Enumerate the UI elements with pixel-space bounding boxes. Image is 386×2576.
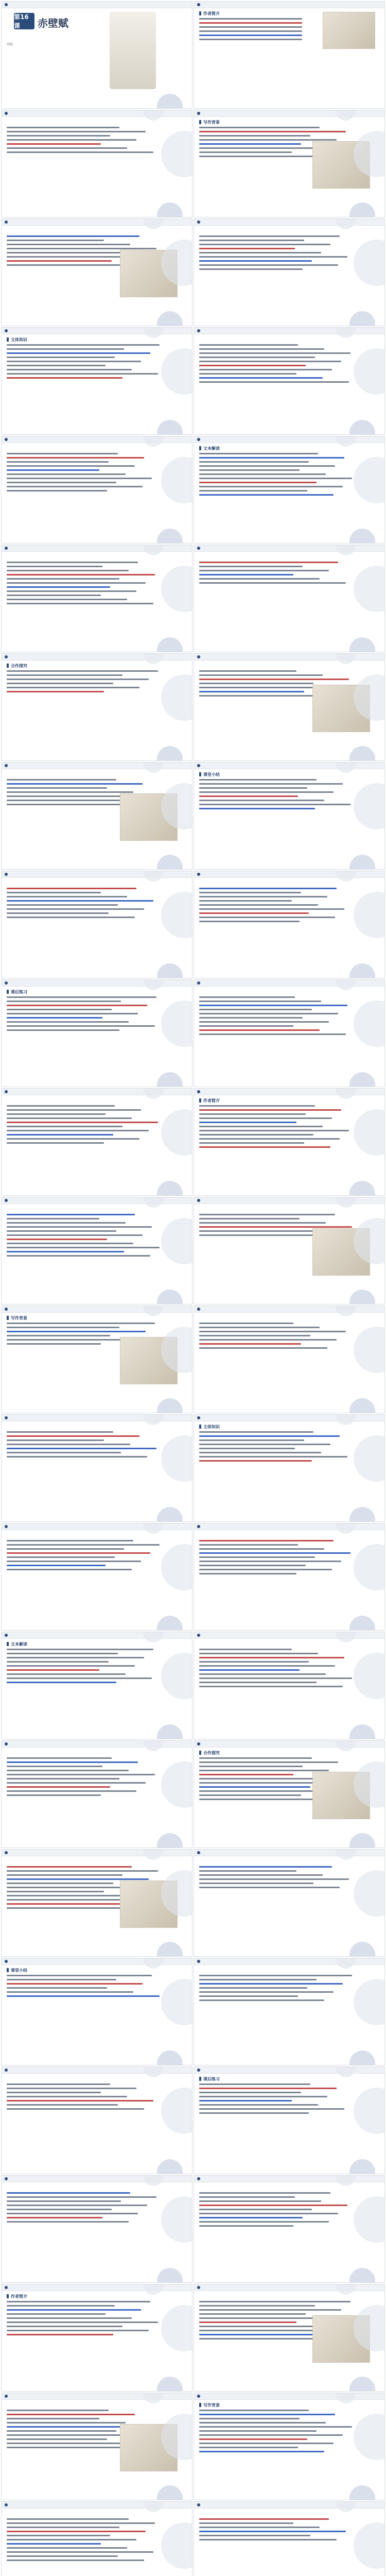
content-slide (1, 1088, 192, 1196)
decor-circle (161, 1435, 192, 1482)
decor-circle (143, 762, 164, 773)
slide-text-block (199, 996, 354, 1038)
slide-text-block (7, 996, 161, 1033)
decor-circle (143, 1740, 164, 1751)
slide-heading: 课堂小结 (7, 1968, 27, 1973)
decor-circle (349, 1072, 375, 1087)
decor-circle (349, 1290, 375, 1304)
brand-dot-icon (5, 1851, 8, 1854)
content-slide (1, 1958, 192, 2065)
content-slide (1, 1306, 192, 1413)
decor-circle (161, 1653, 192, 1699)
brand-dot-icon (5, 1960, 8, 1963)
content-slide (1, 545, 192, 652)
content-slide (1, 2066, 192, 2174)
decor-circle (161, 1001, 192, 1047)
slide-text-block (7, 1105, 161, 1146)
lesson-badge: 第16课 (14, 13, 34, 29)
decor-circle (349, 311, 375, 326)
brand-dot-icon (5, 1742, 8, 1745)
content-slide (1, 1632, 192, 1739)
content-slide (1, 653, 192, 761)
content-slide (1, 1523, 192, 1631)
content-slide (1, 871, 192, 978)
slide-text-block (199, 235, 354, 273)
decor-circle (143, 1414, 164, 1425)
decor-circle (143, 2175, 164, 2186)
content-slide (1, 1197, 192, 1304)
content-slide (194, 1958, 385, 2065)
content-slide (194, 1849, 385, 1957)
brand-dot-icon (197, 2177, 200, 2180)
decor-circle (157, 1398, 183, 1413)
slide-text-block (199, 2192, 354, 2229)
brand-dot-icon (5, 2286, 8, 2289)
content-slide (194, 545, 385, 652)
slide-text-block (7, 1214, 161, 1259)
decor-circle (349, 529, 375, 544)
content-slide (194, 110, 385, 217)
decor-circle (143, 2284, 164, 2295)
slide-heading: 文体知识 (199, 1424, 220, 1430)
content-slide (1, 110, 192, 217)
slide-heading: 文体知识 (7, 337, 27, 343)
decor-circle (143, 327, 164, 338)
slide-text-block (199, 2518, 354, 2543)
decor-circle (157, 2377, 183, 2392)
slide-2 (194, 1, 385, 109)
brand-dot-icon (5, 2177, 8, 2180)
content-slide (194, 979, 385, 1087)
content-slide (194, 1523, 385, 1631)
content-slide (194, 1414, 385, 1522)
slide-text-block (7, 888, 161, 921)
decor-circle (143, 1958, 164, 1969)
decor-circle (354, 2088, 385, 2134)
decor-circle (157, 1833, 183, 1848)
decor-circle (157, 1616, 183, 1631)
decor-circle (336, 979, 356, 990)
brand-dot-icon (5, 1199, 8, 1202)
decor-circle (161, 2522, 192, 2569)
decor-circle (354, 1109, 385, 1156)
decor-circle (161, 2305, 192, 2351)
decor-circle (349, 2050, 375, 2065)
decor-circle (336, 871, 356, 882)
decor-circle (161, 2196, 192, 2243)
slide-heading: 写作背景 (199, 2402, 220, 2408)
decor-circle (354, 2414, 385, 2460)
brand-dot-icon (5, 1090, 8, 1093)
lesson-author: 苏轼 (7, 43, 13, 46)
decor-circle (336, 1849, 356, 1860)
decor-circle (157, 855, 183, 870)
decor-circle (157, 1290, 183, 1304)
slide-text-block (7, 453, 161, 494)
content-slide (194, 2501, 385, 2576)
slide-heading: 课后练习 (199, 2076, 220, 2082)
slide-heading: 作者简介 (199, 11, 220, 16)
decor-circle (336, 1088, 356, 1099)
brand-dot-icon (197, 438, 200, 441)
slide-heading: 作者简介 (199, 1098, 220, 1104)
slide-text-block (7, 670, 161, 695)
content-slide (194, 762, 385, 870)
brand-dot-icon (5, 2395, 8, 2398)
decor-circle (157, 311, 183, 326)
brand-dot-icon (5, 2503, 8, 2506)
brand-dot-icon (197, 655, 200, 658)
decor-circle (157, 2050, 183, 2065)
decor-circle (161, 1218, 192, 1264)
brand-dot-icon (197, 329, 200, 332)
decor-circle (336, 218, 356, 229)
decor-circle (349, 1724, 375, 1739)
slide-text-block (7, 127, 161, 156)
decor-circle (161, 1761, 192, 1808)
decor-circle (157, 1072, 183, 1087)
decor-circle (157, 746, 183, 761)
content-slide (194, 653, 385, 761)
decor-circle (161, 457, 192, 503)
decor-circle (161, 1979, 192, 2025)
title-slide (1, 1, 192, 109)
decor-circle (336, 1197, 356, 1208)
decor-circle (354, 892, 385, 938)
decor-circle (354, 1979, 385, 2025)
slide-text-block (199, 1323, 354, 1351)
slide-text-block (199, 2410, 354, 2455)
decor-circle (349, 855, 375, 870)
decor-circle (143, 1523, 164, 1534)
decor-circle (143, 1306, 164, 1316)
brand-dot-icon (197, 2503, 200, 2506)
brand-dot-icon (5, 1525, 8, 1528)
content-slide (194, 1197, 385, 1304)
decor-circle (157, 529, 183, 544)
slide-text-block (199, 779, 354, 812)
decor-circle (161, 566, 192, 612)
slide-text-block (199, 1975, 354, 2004)
slide-heading: 合作探究 (7, 663, 27, 669)
decor-circle (143, 218, 164, 229)
content-slide (194, 2066, 385, 2174)
slide-text-block (7, 1540, 161, 1573)
content-slide (1, 218, 192, 326)
decor-circle (336, 1958, 356, 1969)
decor-circle (336, 762, 356, 773)
decor-circle (143, 979, 164, 990)
decor-circle (349, 420, 375, 435)
slide-text-block (199, 1866, 354, 1891)
content-slide (194, 1740, 385, 1848)
lesson-title: 赤壁赋 (38, 17, 68, 29)
content-slide (194, 1632, 385, 1739)
decor-circle (349, 963, 375, 978)
slide-text-block (199, 562, 354, 586)
decor-circle (161, 674, 192, 721)
landscape-image (323, 12, 375, 49)
content-slide (1, 436, 192, 544)
brand-dot-icon (197, 1199, 200, 1202)
decor-circle (157, 963, 183, 978)
decor-circle (157, 1724, 183, 1739)
brand-dot-icon (197, 873, 200, 876)
slide-heading: 课堂小结 (199, 772, 220, 777)
decor-circle (143, 2066, 164, 2077)
brand-dot-icon (197, 547, 200, 550)
content-slide (194, 871, 385, 978)
decor-circle (354, 240, 385, 286)
slide-text-block (199, 888, 354, 925)
decor-circle (354, 2196, 385, 2243)
decor-circle (354, 457, 385, 503)
brand-dot-icon (197, 1742, 200, 1745)
brand-dot-icon (197, 2286, 200, 2289)
slide-text-block (7, 2192, 161, 2225)
decor-circle (161, 892, 192, 938)
decor-circle (157, 2485, 183, 2500)
decor-circle (349, 746, 375, 761)
decor-circle (336, 1740, 356, 1751)
slide-heading: 课后练习 (7, 989, 27, 995)
decor-circle (161, 1109, 192, 1156)
brand-dot-icon (197, 1525, 200, 1528)
decor-circle (336, 327, 356, 338)
content-slide (1, 979, 192, 1087)
decor-circle (157, 202, 183, 217)
decor-circle (336, 2284, 356, 2295)
decor-circle (354, 2522, 385, 2569)
slide-heading: 写作背景 (7, 1315, 27, 1321)
brand-dot-icon (197, 112, 200, 115)
decor-circle (143, 110, 164, 121)
brand-dot-icon (5, 2069, 8, 2072)
content-slide (1, 2175, 192, 2283)
decor-circle (349, 2485, 375, 2500)
decor-circle (157, 637, 183, 652)
brand-dot-icon (197, 1851, 200, 1854)
decor-circle (336, 436, 356, 447)
brand-dot-icon (197, 3, 200, 6)
decor-circle (354, 1870, 385, 1917)
decor-circle (143, 653, 164, 664)
decor-circle (157, 420, 183, 435)
decor-circle (157, 2268, 183, 2283)
content-slide (1, 2501, 192, 2576)
slide-heading: 写作背景 (199, 120, 220, 125)
brand-dot-icon (197, 1090, 200, 1093)
content-slide (194, 1088, 385, 1196)
decor-circle (336, 1414, 356, 1425)
slide-text-block (7, 2301, 161, 2338)
decor-circle (161, 348, 192, 395)
decor-circle (349, 1507, 375, 1522)
brand-dot-icon (5, 221, 8, 224)
brand-dot-icon (197, 764, 200, 767)
slide-text-block (199, 1540, 354, 1577)
content-slide (194, 2284, 385, 2392)
content-slide (1, 2284, 192, 2392)
slide-text-block (199, 453, 354, 498)
decor-circle (336, 1306, 356, 1316)
content-slide (1, 762, 192, 870)
brand-dot-icon (5, 981, 8, 985)
decor-circle (336, 1632, 356, 1642)
decor-circle (157, 1507, 183, 1522)
decor-circle (354, 783, 385, 829)
decor-circle (143, 2393, 164, 2403)
decor-circle (143, 1849, 164, 1860)
slide-heading: 合作探究 (199, 1750, 220, 1756)
content-slide (194, 1306, 385, 1413)
brand-dot-icon (5, 764, 8, 767)
brand-dot-icon (197, 1960, 200, 1963)
decor-circle (143, 1088, 164, 1099)
decor-circle (349, 2159, 375, 2174)
slide-text-block (199, 1431, 354, 1464)
decor-circle (336, 2066, 356, 2077)
decor-circle (354, 566, 385, 612)
slide-heading: 文本解读 (7, 1641, 27, 1647)
author-portrait-image (110, 12, 156, 89)
brand-dot-icon (197, 2069, 200, 2072)
brand-dot-icon (5, 3, 8, 6)
decor-circle (336, 545, 356, 555)
decor-circle (349, 202, 375, 217)
decor-circle (349, 1833, 375, 1848)
decor-circle (349, 637, 375, 652)
brand-dot-icon (5, 547, 8, 550)
slide-text-block (7, 562, 161, 607)
content-slide (194, 327, 385, 435)
slide-text-block (7, 1649, 161, 1686)
content-slide (1, 1849, 192, 1957)
decor-circle (143, 871, 164, 882)
brand-dot-icon (5, 1416, 8, 1419)
slide-text-block (7, 1975, 161, 1999)
decor-circle (336, 2501, 356, 2512)
decor-circle (354, 1327, 385, 1373)
decor-circle (354, 1435, 385, 1482)
content-slide (194, 2393, 385, 2500)
brand-dot-icon (5, 438, 8, 441)
brand-dot-icon (5, 1308, 8, 1311)
decor-circle (349, 2268, 375, 2283)
brand-dot-icon (5, 329, 8, 332)
slide-heading: 文本解读 (199, 446, 220, 451)
slide-topbar (194, 2, 384, 8)
decor-circle (143, 1197, 164, 1208)
slide-text-block (7, 1757, 161, 1799)
decor-circle (349, 1181, 375, 1196)
decor-circle (336, 2393, 356, 2403)
brand-dot-icon (197, 981, 200, 985)
brand-dot-icon (197, 1634, 200, 1637)
brand-dot-icon (5, 873, 8, 876)
brand-dot-icon (197, 2395, 200, 2398)
brand-dot-icon (5, 655, 8, 658)
decor-circle (336, 2175, 356, 2186)
slide-text-block (199, 1105, 354, 1150)
brand-dot-icon (197, 221, 200, 224)
slide-text-block (199, 2083, 354, 2116)
content-slide (1, 1740, 192, 1848)
content-slide (1, 327, 192, 435)
content-slide (194, 218, 385, 326)
content-slide (194, 2175, 385, 2283)
decor-circle (354, 1544, 385, 1590)
decor-circle (157, 94, 183, 109)
content-slide (194, 436, 385, 544)
slide-text-block (7, 2083, 161, 2112)
slide-text-block (7, 344, 161, 381)
decor-circle (143, 1632, 164, 1642)
decor-circle (143, 545, 164, 555)
decor-circle (336, 110, 356, 121)
decor-circle (354, 1653, 385, 1699)
decor-circle (354, 348, 385, 395)
brand-dot-icon (5, 1634, 8, 1637)
decor-circle (336, 1523, 356, 1534)
slide-text-block (199, 344, 354, 385)
slide-text-block (7, 2518, 161, 2564)
slide-topbar (2, 2, 192, 8)
decor-circle (349, 1942, 375, 1957)
slide-text-block (199, 1649, 354, 1690)
decor-circle (354, 1001, 385, 1047)
brand-dot-icon (197, 1308, 200, 1311)
content-slide (1, 1414, 192, 1522)
decor-circle (336, 653, 356, 664)
content-slide (1, 2393, 192, 2500)
brand-dot-icon (5, 112, 8, 115)
decor-circle (157, 1942, 183, 1957)
brand-dot-icon (197, 1416, 200, 1419)
decor-circle (157, 2159, 183, 2174)
decor-circle (157, 1181, 183, 1196)
decor-circle (143, 436, 164, 447)
decor-circle (161, 131, 192, 177)
decor-circle (349, 1398, 375, 1413)
slide-text-block (7, 1431, 161, 1460)
decor-circle (161, 2088, 192, 2134)
slide-heading: 作者简介 (7, 2294, 27, 2299)
decor-circle (349, 2377, 375, 2392)
decor-circle (143, 2501, 164, 2512)
decor-circle (349, 1616, 375, 1631)
decor-circle (161, 1544, 192, 1590)
